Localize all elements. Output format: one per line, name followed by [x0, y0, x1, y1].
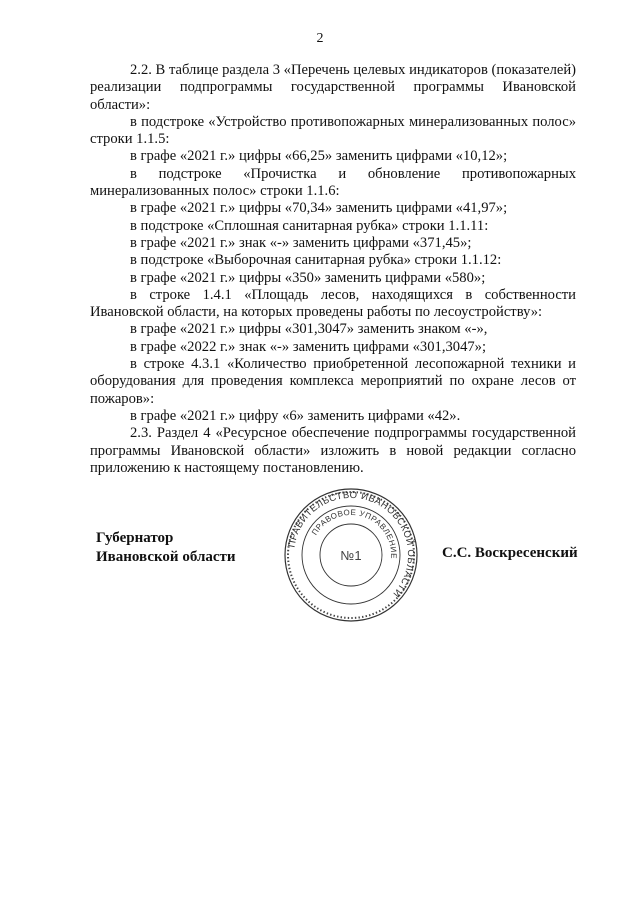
paragraph-replace-1-1-12: в графе «2021 г.» цифры «350» заменить цифрами «580»;	[130, 269, 486, 286]
seal-outer-text: ПРАВИТЕЛЬСТВО ИВАНОВСКОЙ ОБЛАСТИ	[286, 489, 417, 600]
paragraph-row-1-4-1: в строке 1.4.1 «Площадь лесов, находящихся в собственности Ивановской области, на которых проведены работы по лесоустройству»:	[90, 286, 576, 321]
paragraph-replace-1-1-6: в графе «2021 г.» цифры «70,34» заменить цифрами «41,97»;	[130, 200, 508, 217]
paragraph-2-2: 2.2. В таблице раздела 3 «Перечень целевых индикаторов (показателей) реализации подпрограммы государственной программы Ивановской области»:	[90, 62, 576, 113]
paragraph-substring-1-1-11: в подстроке «Сплошная санитарная рубка» строки 1.1.11:	[130, 217, 489, 234]
signatory-title-line2: Ивановской области	[96, 549, 236, 565]
official-seal	[283, 487, 419, 623]
paragraph-replace-1-1-11: в графе «2021 г.» знак «-» заменить цифрами «371,45»;	[130, 234, 472, 251]
paragraph-2-3: 2.3. Раздел 4 «Ресурсное обеспечение подпрограммы государственной программы Ивановской области» изложить в новой редакции согласно приложению к настоящему постановлению.	[90, 425, 576, 476]
paragraph-replace-1-4-1-2021: в графе «2021 г.» цифры «301,3047» заменить знаком «-»,	[130, 321, 488, 338]
paragraph-substring-1-1-6: в подстроке «Прочистка и обновление противопожарных минерализованных полос» строки 1.1.6:	[90, 165, 576, 200]
signatory-name: С.С. Воскресенский	[442, 545, 578, 561]
paragraph-row-4-3-1: в строке 4.3.1 «Количество приобретенной лесопожарной техники и оборудования для проведения комплекса мероприятий по охране лесов от пожаров»:	[90, 356, 576, 407]
document-body	[90, 62, 576, 477]
paragraph-substring-1-1-12: в подстроке «Выборочная санитарная рубка» строки 1.1.12:	[130, 252, 502, 269]
paragraph-substring-1-1-5: в подстроке «Устройство противопожарных минерализованных полос» строки 1.1.5:	[90, 113, 576, 148]
seal-inner-text: ПРАВОВОЕ УПРАВЛЕНИЕ	[309, 507, 399, 560]
signatory-title-line1: Губернатор	[96, 530, 174, 546]
signatory-title	[96, 529, 236, 567]
paragraph-replace-1-4-1-2022: в графе «2022 г.» знак «-» заменить цифрами «301,3047»;	[130, 338, 487, 355]
paragraph-replace-4-3-1: в графе «2021 г.» цифру «6» заменить цифрами «42».	[130, 407, 461, 424]
paragraph-replace-1-1-5: в графе «2021 г.» цифры «66,25» заменить цифрами «10,12»;	[130, 148, 508, 165]
page-number: 2	[316, 31, 324, 46]
seal-number: №1	[340, 548, 362, 563]
